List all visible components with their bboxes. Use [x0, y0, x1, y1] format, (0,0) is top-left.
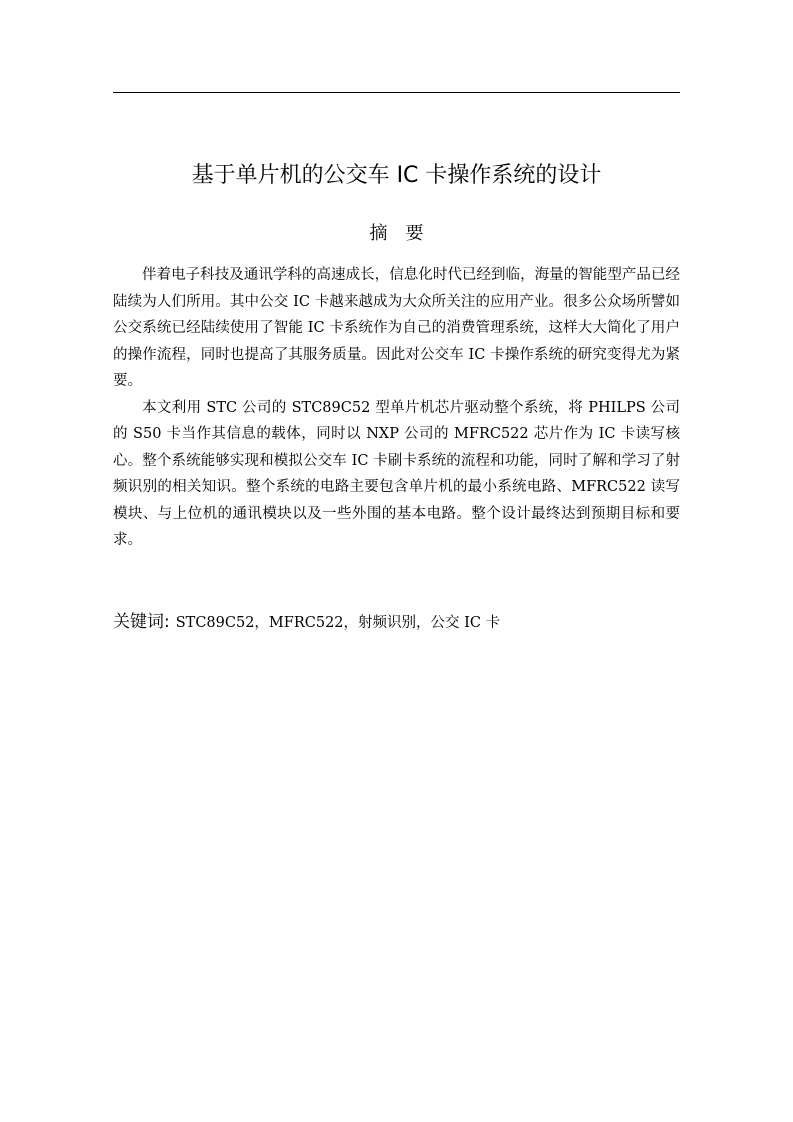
keywords-line: [113, 608, 680, 637]
abstract-body: [113, 262, 680, 554]
keywords-value: STC89C52，MFRC522，射频识别，公交 IC 卡: [175, 615, 501, 631]
abstract-paragraph-2: 本文利用 STC 公司的 STC89C52 型单片机芯片驱动整个系统，将 PHILPS 公司的 S50 卡当作其信息的载体，同时以 NXP 公司的 MFRC522 芯片作为 IC 卡读写核心。整个系统能够实现和模拟公交车 IC 卡刷卡系统的流程和功能，同时了解和学习了射频识别的相关知识。整个系统的电路主要包含单片机的最小系统电路、MFRC522 读写模块、与上位机的通讯模块以及一些外围的基本电路。整个设计最终达到预期目标和要求。: [113, 399, 680, 548]
keywords-label: 关键词:: [113, 612, 170, 632]
header-rule: [113, 92, 680, 93]
abstract-heading: 摘要: [369, 223, 442, 244]
document-title: 基于单片机的公交车 IC 卡操作系统的设计: [191, 163, 602, 188]
abstract-paragraph-1: 伴着电子科技及通讯学科的高速成长，信息化时代已经到临，海量的智能型产品已经陆续为人们所用。其中公交 IC 卡越来越成为大众所关注的应用产业。很多公众场所譬如公交系统已经陆续使用了智能 IC 卡系统作为自己的消费管理系统，这样大大简化了用户的操作流程，同时也提高了其服务质量。因此对公交车 IC 卡操作系统的研究变得尤为紧要。: [113, 267, 680, 389]
